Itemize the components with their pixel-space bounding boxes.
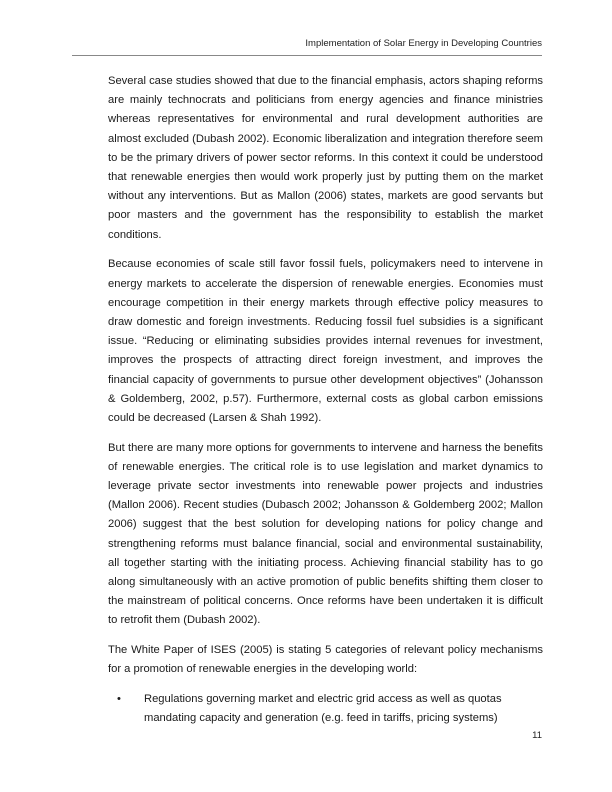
bullet-list: [108, 690, 543, 728]
bullet-icon: •: [117, 693, 121, 706]
paragraph: Because economies of scale still favor fossil fuels, policymakers need to intervene in energy markets to accelerate the dispersion of renewable energies. Economies must encourage competition in their energy markets through effective policy measures to draw domestic and foreign investments. Reducing fossil fuel subsidies is a significant issue. “Reducing or eliminating subsidies provides internal revenues for investment, improves the prospects of attracting direct foreign investment, and improves the financial capacity of governments to pursue other development objectives” (Johansson & Goldemberg, 2002, p.57). Furthermore, external costs as global carbon emissions could be decreased (Larsen & Shah 1992).: [108, 258, 543, 424]
document-body: [108, 72, 543, 729]
header-divider: [72, 55, 542, 56]
paragraph: Several case studies showed that due to the financial emphasis, actors shaping reforms are mainly technocrats and politicians from energy agencies and finance ministries whereas representatives for environmental and rural development authorities are almost excluded (Dubash 2002). Economic liberalization and integration therefore seem to be the primary drivers of power sector reforms. In this context it could be understood that renewable energies then would work properly just by putting them on the market without any interventions. But as Mallon (2006) states, markets are good servants but poor masters and the government has the responsibility to establish the market conditions.: [108, 75, 543, 241]
paragraph: But there are many more options for governments to intervene and harness the benefits of renewable energies. The critical role is to use legislation and market dynamics to leverage private sector investments into renewable power projects and industries (Mallon 2006). Recent studies (Dubasch 2002; Johansson & Goldemberg 2002; Mallon 2006) suggest that the best solution for developing nations for policy change and strengthening reforms must balance financial, social and environmental sustainability, all together starting with the initiating process. Achieving financial stability has to go along simultaneously with an active promotion of public benefits shifting them closer to the mainstream of political concerns. Once reforms have been undertaken it is difficult to retrofit them (Dubash 2002).: [108, 441, 543, 627]
paragraph: The White Paper of ISES (2005) is stating 5 categories of relevant policy mechanisms for a promotion of renewable energies in the developing world:: [108, 644, 543, 676]
page-number: 11: [532, 730, 542, 741]
list-item: [108, 690, 543, 728]
running-header: Implementation of Solar Energy in Developing Countries: [305, 38, 542, 49]
list-item-text: Regulations governing market and electric grid access as well as quotas mandating capacity and generation (e.g. feed in tariffs, pricing systems): [144, 693, 502, 725]
